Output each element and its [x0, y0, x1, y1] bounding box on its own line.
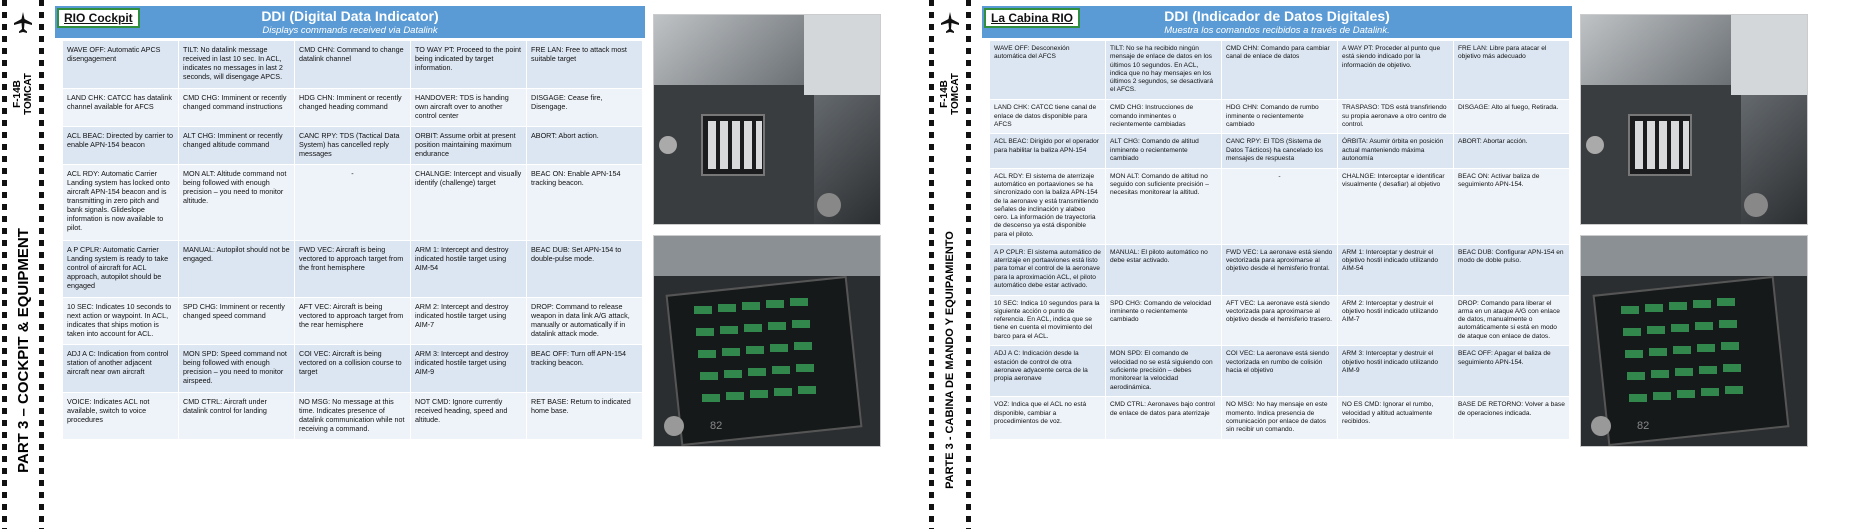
table-cell: MON SPD: El comando de velocidad no se está siguiendo con suficiente precisión – debes monitorear la velocidad aerodinámica.: [1106, 346, 1222, 397]
table-cell: ARM 2: Interceptar y destruir el objetivo hostil indicado utilizando AIM-7: [1338, 295, 1454, 346]
table-row: [990, 295, 1570, 346]
table-cell: ORBIT: Assume orbit at present position maintaining maximum endurance: [411, 126, 527, 164]
table-cell: MON SPD: Speed command not being followed with enough precision – you need to monitor airspeed.: [179, 345, 295, 393]
header-bar: [55, 6, 645, 38]
section-badge: RIO Cockpit: [57, 8, 140, 28]
cockpit-photo-lower: [1580, 235, 1808, 447]
table-cell: CMD CHG: Imminent or recently changed command instructions: [179, 88, 295, 126]
table-row: [990, 41, 1570, 100]
page-subtitle: Muestra los comandos recibidos a través de Datalink.: [1164, 25, 1390, 36]
side-band: [927, 0, 973, 529]
table-cell: ACL RDY: Automatic Carrier Landing system has locked onto aircraft APN-154 beacon and is transmitting in zero pitch and bank signals. Glideslope information is now available to pilot.: [63, 164, 179, 240]
page-number: 82: [710, 420, 723, 432]
table-cell: HDG CHN: Imminent or recently changed heading command: [295, 88, 411, 126]
table-cell: CMD CHG: Instrucciones de comando inminentes o recientemente cambiadas: [1106, 100, 1222, 134]
table-cell: HANDOVER: TDS is handing own aircraft over to another control center: [411, 88, 527, 126]
table-cell: ALT CHG: Comando de altitud inminente o recientemente cambiado: [1106, 134, 1222, 168]
table-cell: BASE DE RETORNO: Volver a base de operaciones indicada.: [1454, 397, 1570, 440]
table-cell: A P CPLR: Automatic Carrier Landing system is ready to take control of aircraft for ACL approach, autopilot should be engaged: [63, 240, 179, 297]
jet-silhouette-icon: [13, 12, 33, 34]
table-cell: ADJ A C: Indicación desde la estación de control de otra aeronave adyacente cerca de la propia aeronave: [990, 346, 1106, 397]
page-title: DDI (Digital Data Indicator): [261, 8, 439, 24]
table-cell: A WAY PT: Proceder al punto que está siendo indicado por la información de objetivo.: [1338, 41, 1454, 100]
table-cell: TILT: No datalink message received in last 10 sec. In ACL, indicates no messages in last 2 seconds, will disengage APCS.: [179, 41, 295, 89]
table-row: [63, 345, 643, 393]
table-cell: CHALNGE: Interceptar e identificar visualmente ( desafiar) al objetivo: [1338, 168, 1454, 244]
table-cell: TRASPASO: TDS está transfiriendo su propia aeronave a otro centro de control.: [1338, 100, 1454, 134]
table-cell: COI VEC: Aircraft is being vectored on a collision course to target: [295, 345, 411, 393]
table-row: [990, 244, 1570, 295]
table-cell: ADJ A C: Indication from control station of another adjacent aircraft near own aircraft: [63, 345, 179, 393]
table-cell: MON ALT: Comando de altitud no seguido con suficiente precisión – necesitas monitorear la altitud.: [1106, 168, 1222, 244]
table-cell: DISGAGE: Cease fire, Disengage.: [527, 88, 643, 126]
table-cell: BEAC DUB: Set APN-154 to double-pulse mode.: [527, 240, 643, 297]
table-cell: WAVE OFF: Desconexión automática del AFCS: [990, 41, 1106, 100]
page-subtitle: Displays commands received via Datalink: [262, 25, 438, 36]
table-cell: -: [1222, 168, 1338, 244]
cockpit-photo-upper: [653, 14, 881, 225]
commands-table: [62, 40, 643, 440]
table-cell: ACL BEAC: Dirigido por el operador para habilitar la baliza APN-154: [990, 134, 1106, 168]
table-cell: ARM 1: Intercept and destroy indicated hostile target using AIM-54: [411, 240, 527, 297]
table-cell: 10 SEC: Indica 10 segundos para la siguiente acción o punto de referencia. En ACL, indica que se tiene en cuenta el movimiento del barco para el ACL.: [990, 295, 1106, 346]
table-row: [63, 41, 643, 89]
table-cell: ACL BEAC: Directed by carrier to enable APN-154 beacon: [63, 126, 179, 164]
table-cell: BEAC DUB: Configurar APN-154 en modo de doble pulso.: [1454, 244, 1570, 295]
table-cell: TILT: No se ha recibido ningún mensaje de enlace de datos en los últimos 10 segundos. En ACL, indica que no hay mensajes en los últimos 2 segundos, se desactivará el AFCS.: [1106, 41, 1222, 100]
table-cell: ARM 2: Intercept and destroy indicated hostile target using AIM-7: [411, 297, 527, 345]
table-cell: BEAC OFF: Apagar el baliza de seguimiento APN-154.: [1454, 346, 1570, 397]
table-cell: MON ALT: Altitude command not being followed with enough precision – you need to monitor altitude.: [179, 164, 295, 240]
table-cell: CMD CHN: Comando para cambiar canal de enlace de datos: [1222, 41, 1338, 100]
section-badge: La Cabina RIO: [984, 8, 1080, 28]
table-cell: CMD CHN: Command to change datalink channel: [295, 41, 411, 89]
table-cell: 10 SEC: Indicates 10 seconds to next action or waypoint. In ACL, indicates that ships motion is taken into account for ACL.: [63, 297, 179, 345]
table-cell: FRE LAN: Free to attack most suitable target: [527, 41, 643, 89]
table-cell: AFT VEC: Aircraft is being vectored to approach target from the rear hemisphere: [295, 297, 411, 345]
table-cell: HDG CHN: Comando de rumbo inminente o recientemente cambiado: [1222, 100, 1338, 134]
table-cell: CMD CTRL: Aircraft under datalink control for landing: [179, 392, 295, 440]
table-cell: VOZ: Indica que el ACL no está disponible, cambiar a procedimientos de voz.: [990, 397, 1106, 440]
table-cell: ARM 3: Interceptar y destruir el objetivo hostil indicado utilizando AIM-9: [1338, 346, 1454, 397]
table-cell: MANUAL: El piloto automático no debe estar activado.: [1106, 244, 1222, 295]
table-cell: LAND CHK: CATCC has datalink channel available for AFCS: [63, 88, 179, 126]
table-row: [990, 346, 1570, 397]
table-cell: ACL RDY: El sistema de aterrizaje automático en portaaviones se ha sincronizado con la baliza APN-154 de la aeronave y está transmitiendo señales de inclinación y alabeo cero. La información de trayectoria de descenso ya está disponible para el piloto.: [990, 168, 1106, 244]
part-title: PART 3 – COCKPIT & EQUIPMENT: [14, 227, 32, 473]
aircraft-label: F-14B TOMCAT: [939, 73, 962, 115]
table-cell: WAVE OFF: Automatic APCS disengagement: [63, 41, 179, 89]
jet-silhouette-icon: [940, 12, 960, 34]
table-cell: BEAC OFF: Turn off APN-154 tracking beacon.: [527, 345, 643, 393]
page-spanish: [927, 0, 1854, 529]
table-cell: RET BASE: Return to indicated home base.: [527, 392, 643, 440]
table-row: [990, 100, 1570, 134]
table-row: [63, 240, 643, 297]
table-row: [63, 164, 643, 240]
part-title: PARTE 3 - CABINA DE MANDO Y EQUIPAMIENTO: [944, 231, 956, 489]
table-cell: SPD CHG: Comando de velocidad inminente o recientemente cambiado: [1106, 295, 1222, 346]
cockpit-photo-upper: [1580, 14, 1808, 225]
table-cell: NO MSG: No hay mensaje en este momento. Indica presencia de comunicación por enlace de datos sin recibir un comando.: [1222, 397, 1338, 440]
table-cell: ARM 3: Intercept and destroy indicated hostile target using AIM-9: [411, 345, 527, 393]
header-bar: [982, 6, 1572, 38]
table-cell: CANC RPY: TDS (Tactical Data System) has cancelled reply messages: [295, 126, 411, 164]
cockpit-photo-lower: [653, 235, 881, 447]
table-cell: ÓRBITA: Asumir órbita en posición actual manteniendo máxima autonomía: [1338, 134, 1454, 168]
table-cell: CANC RPY: El TDS (Sistema de Datos Tácticos) ha cancelado los mensajes de respuesta: [1222, 134, 1338, 168]
table-cell: ABORT: Abort action.: [527, 126, 643, 164]
table-cell: DROP: Comando para liberar el arma en un ataque A/G con enlace de datos, manualmente o automáticamente si está en modo de ataque con enlace de datos.: [1454, 295, 1570, 346]
table-row: [63, 126, 643, 164]
table-cell: MANUAL: Autopilot should not be engaged.: [179, 240, 295, 297]
table-cell: -: [295, 164, 411, 240]
table-cell: AFT VEC: La aeronave está siendo vectorizada para aproximarse al objetivo desde el hemisferio trasero.: [1222, 295, 1338, 346]
table-cell: CMD CTRL: Aeronaves bajo control de enlace de datos para aterrizaje: [1106, 397, 1222, 440]
table-row: [990, 134, 1570, 168]
table-cell: TO WAY PT: Proceed to the point being indicated by target information.: [411, 41, 527, 89]
table-row: [990, 168, 1570, 244]
table-row: [63, 88, 643, 126]
table-cell: NO MSG: No message at this time. Indicates presence of datalink communication while not receiving a command.: [295, 392, 411, 440]
table-cell: FWD VEC: Aircraft is being vectored to approach target from the front hemisphere: [295, 240, 411, 297]
table-row: [63, 392, 643, 440]
table-cell: DROP: Command to release weapon in data link A/G attack, manually or automatically if in datalink attack mode.: [527, 297, 643, 345]
aircraft-label: F-14B TOMCAT: [12, 73, 35, 115]
table-cell: FWD VEC: La aeronave está siendo vectorizada para aproximarse al objetivo desde el hemisferio frontal.: [1222, 244, 1338, 295]
side-band: [0, 0, 46, 529]
page-number: 82: [1637, 420, 1650, 432]
table-cell: BEAC ON: Activar baliza de seguimiento APN-154.: [1454, 168, 1570, 244]
table-cell: A P CPLR: El sistema automático de aterrizaje en portaaviones está listo para tomar el control de la aeronave para la aproximación ACL, el piloto automático debe estar activado.: [990, 244, 1106, 295]
table-cell: ALT CHG: Imminent or recently changed altitude command: [179, 126, 295, 164]
table-cell: CHALNGE: Intercept and visually identify (challenge) target: [411, 164, 527, 240]
table-cell: ARM 1: Interceptar y destruir el objetivo hostil indicado utilizando AIM-54: [1338, 244, 1454, 295]
commands-table: [989, 40, 1570, 440]
table-cell: ABORT: Abortar acción.: [1454, 134, 1570, 168]
table-row: [63, 297, 643, 345]
table-cell: VOICE: Indicates ACL not available, switch to voice procedures: [63, 392, 179, 440]
table-cell: FRE LAN: Libre para atacar el objetivo más adecuado: [1454, 41, 1570, 100]
table-row: [990, 397, 1570, 440]
table-cell: SPD CHG: Imminent or recently changed speed command: [179, 297, 295, 345]
table-cell: LAND CHK: CATCC tiene canal de enlace de datos disponible para AFCS: [990, 100, 1106, 134]
page-title: DDI (Indicador de Datos Digitales): [1164, 8, 1390, 24]
table-cell: NO ES CMD: Ignorar el rumbo, velocidad y altitud actualmente recibidos.: [1338, 397, 1454, 440]
table-cell: COI VEC: La aeronave está siendo vectorizada en rumbo de colisión hacia el objetivo: [1222, 346, 1338, 397]
table-cell: NOT CMD: Ignore currently received heading, speed and altitude.: [411, 392, 527, 440]
table-cell: DISGAGE: Alto al fuego, Retirada.: [1454, 100, 1570, 134]
table-cell: BEAC ON: Enable APN-154 tracking beacon.: [527, 164, 643, 240]
